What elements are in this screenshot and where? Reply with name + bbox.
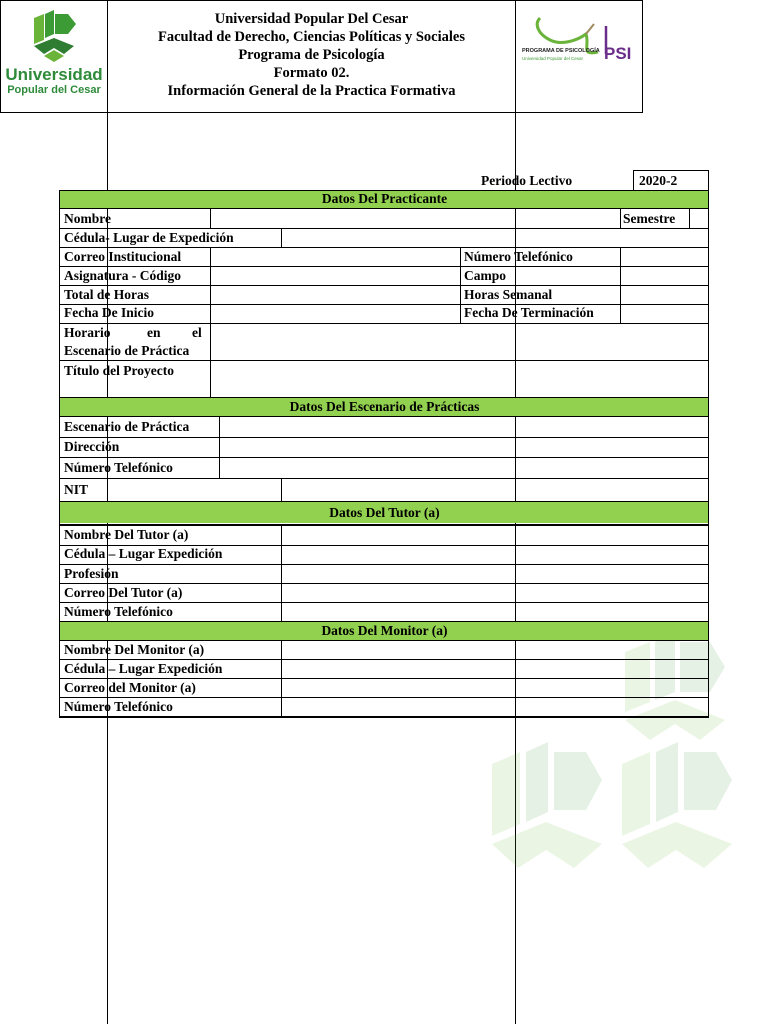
section-title-monitor: Datos Del Monitor (a) xyxy=(321,623,448,638)
section-title-practicante: Datos Del Practicante xyxy=(321,191,448,206)
field-campo[interactable] xyxy=(621,267,708,285)
header-line-faculty: Facultad de Derecho, Ciencias Políticas y Sociales xyxy=(157,29,465,45)
field-monitor-correo[interactable] xyxy=(282,679,708,697)
label-horario-el: el xyxy=(192,325,202,340)
field-numero-telefonico[interactable] xyxy=(621,248,708,266)
university-logo xyxy=(4,10,104,102)
section-title-tutor: Datos Del Tutor (a) xyxy=(329,505,440,520)
label-horario-en: en xyxy=(147,325,161,340)
header-line-info: Información General de la Practica Formativa xyxy=(167,83,456,99)
label-titulo-proyecto: Título del Proyecto xyxy=(64,363,174,378)
label-tutor-nombre: Nombre Del Tutor (a) xyxy=(64,527,189,542)
field-asignatura[interactable] xyxy=(211,267,460,285)
label-fecha-terminacion: Fecha De Terminación xyxy=(464,305,594,320)
field-tutor-nombre[interactable] xyxy=(282,526,708,545)
label-escenario-practica: Escenario de Práctica xyxy=(64,419,190,434)
logo-university-text: Universidad xyxy=(5,65,103,84)
field-horario[interactable] xyxy=(211,324,708,360)
periodo-value: 2020-2 xyxy=(639,173,678,188)
header-line-program: Programa de Psicología xyxy=(238,47,385,63)
field-monitor-cedula[interactable] xyxy=(282,660,708,678)
field-correo-institucional[interactable] xyxy=(211,248,460,266)
field-titulo-proyecto[interactable] xyxy=(211,361,708,397)
header-title-block xyxy=(108,10,515,100)
logo-popular-text: Popular del Cesar xyxy=(7,84,101,96)
field-direccion[interactable] xyxy=(220,438,708,457)
psi-caption: PROGRAMA DE PSICOLOGÍA xyxy=(522,48,600,54)
field-fecha-inicio[interactable] xyxy=(211,305,460,323)
header-line-format: Formato 02. xyxy=(273,65,350,81)
label-tutor-correo: Correo Del Tutor (a) xyxy=(64,585,183,600)
psi-mark: PSI xyxy=(604,44,632,63)
field-total-horas[interactable] xyxy=(211,286,460,304)
label-horas-semanal: Horas Semanal xyxy=(464,287,553,302)
label-semestre: Semestre xyxy=(623,211,676,226)
upc-logo-icon xyxy=(4,10,104,62)
field-tutor-cedula[interactable] xyxy=(282,546,708,564)
label-total-horas: Total de Horas xyxy=(64,287,150,302)
header-line-university: Universidad Popular Del Cesar xyxy=(214,11,409,27)
label-fecha-inicio: Fecha De Inicio xyxy=(64,305,154,320)
field-horas-semanal[interactable] xyxy=(621,286,708,304)
field-monitor-nombre[interactable] xyxy=(282,641,708,659)
label-asignatura: Asignatura - Código xyxy=(64,268,182,283)
watermark-upc-icon xyxy=(482,740,612,890)
field-cedula[interactable] xyxy=(282,229,708,247)
field-tutor-telefono[interactable] xyxy=(282,603,708,621)
field-semestre[interactable] xyxy=(690,209,708,228)
label-correo-institucional: Correo Institucional xyxy=(64,249,182,264)
label-monitor-nombre: Nombre Del Monitor (a) xyxy=(64,642,205,657)
label-escenario-telefono: Número Telefónico xyxy=(64,460,173,475)
label-tutor-telefono: Número Telefónico xyxy=(64,604,173,619)
field-monitor-telefono[interactable] xyxy=(282,698,708,716)
label-tutor-profesion: Profesión xyxy=(64,566,119,581)
section-title-escenario: Datos Del Escenario de Prácticas xyxy=(289,399,480,414)
field-tutor-correo[interactable] xyxy=(282,584,708,602)
label-campo: Campo xyxy=(464,268,507,283)
field-escenario-telefono[interactable] xyxy=(220,458,708,478)
header-box xyxy=(0,0,643,113)
psi-logo xyxy=(520,12,636,92)
periodo-label: Periodo Lectivo xyxy=(481,173,573,188)
psi-sub: Universidad Popular del Cesar xyxy=(522,56,584,61)
field-nombre[interactable] xyxy=(211,209,620,228)
field-escenario-practica[interactable] xyxy=(220,417,708,437)
label-horario-escenario: Escenario de Práctica xyxy=(64,343,190,358)
field-nit[interactable] xyxy=(282,479,708,501)
watermark-upc-icon xyxy=(612,740,742,890)
label-nit: NIT xyxy=(64,482,89,497)
label-horario-word: Horario xyxy=(64,325,111,340)
label-numero-telefonico: Número Telefónico xyxy=(464,249,573,264)
label-monitor-telefono: Número Telefónico xyxy=(64,699,173,714)
label-monitor-correo: Correo del Monitor (a) xyxy=(64,680,196,695)
label-cedula: Cédula- Lugar de Expedición xyxy=(64,230,234,245)
field-fecha-terminacion[interactable] xyxy=(621,305,708,323)
label-direccion: Dirección xyxy=(64,439,120,454)
field-tutor-profesion[interactable] xyxy=(282,565,708,583)
label-monitor-cedula: Cédula – Lugar Expedición xyxy=(64,661,223,676)
label-tutor-cedula: Cédula – Lugar Expedición xyxy=(64,546,223,561)
label-nombre: Nombre xyxy=(64,211,111,226)
